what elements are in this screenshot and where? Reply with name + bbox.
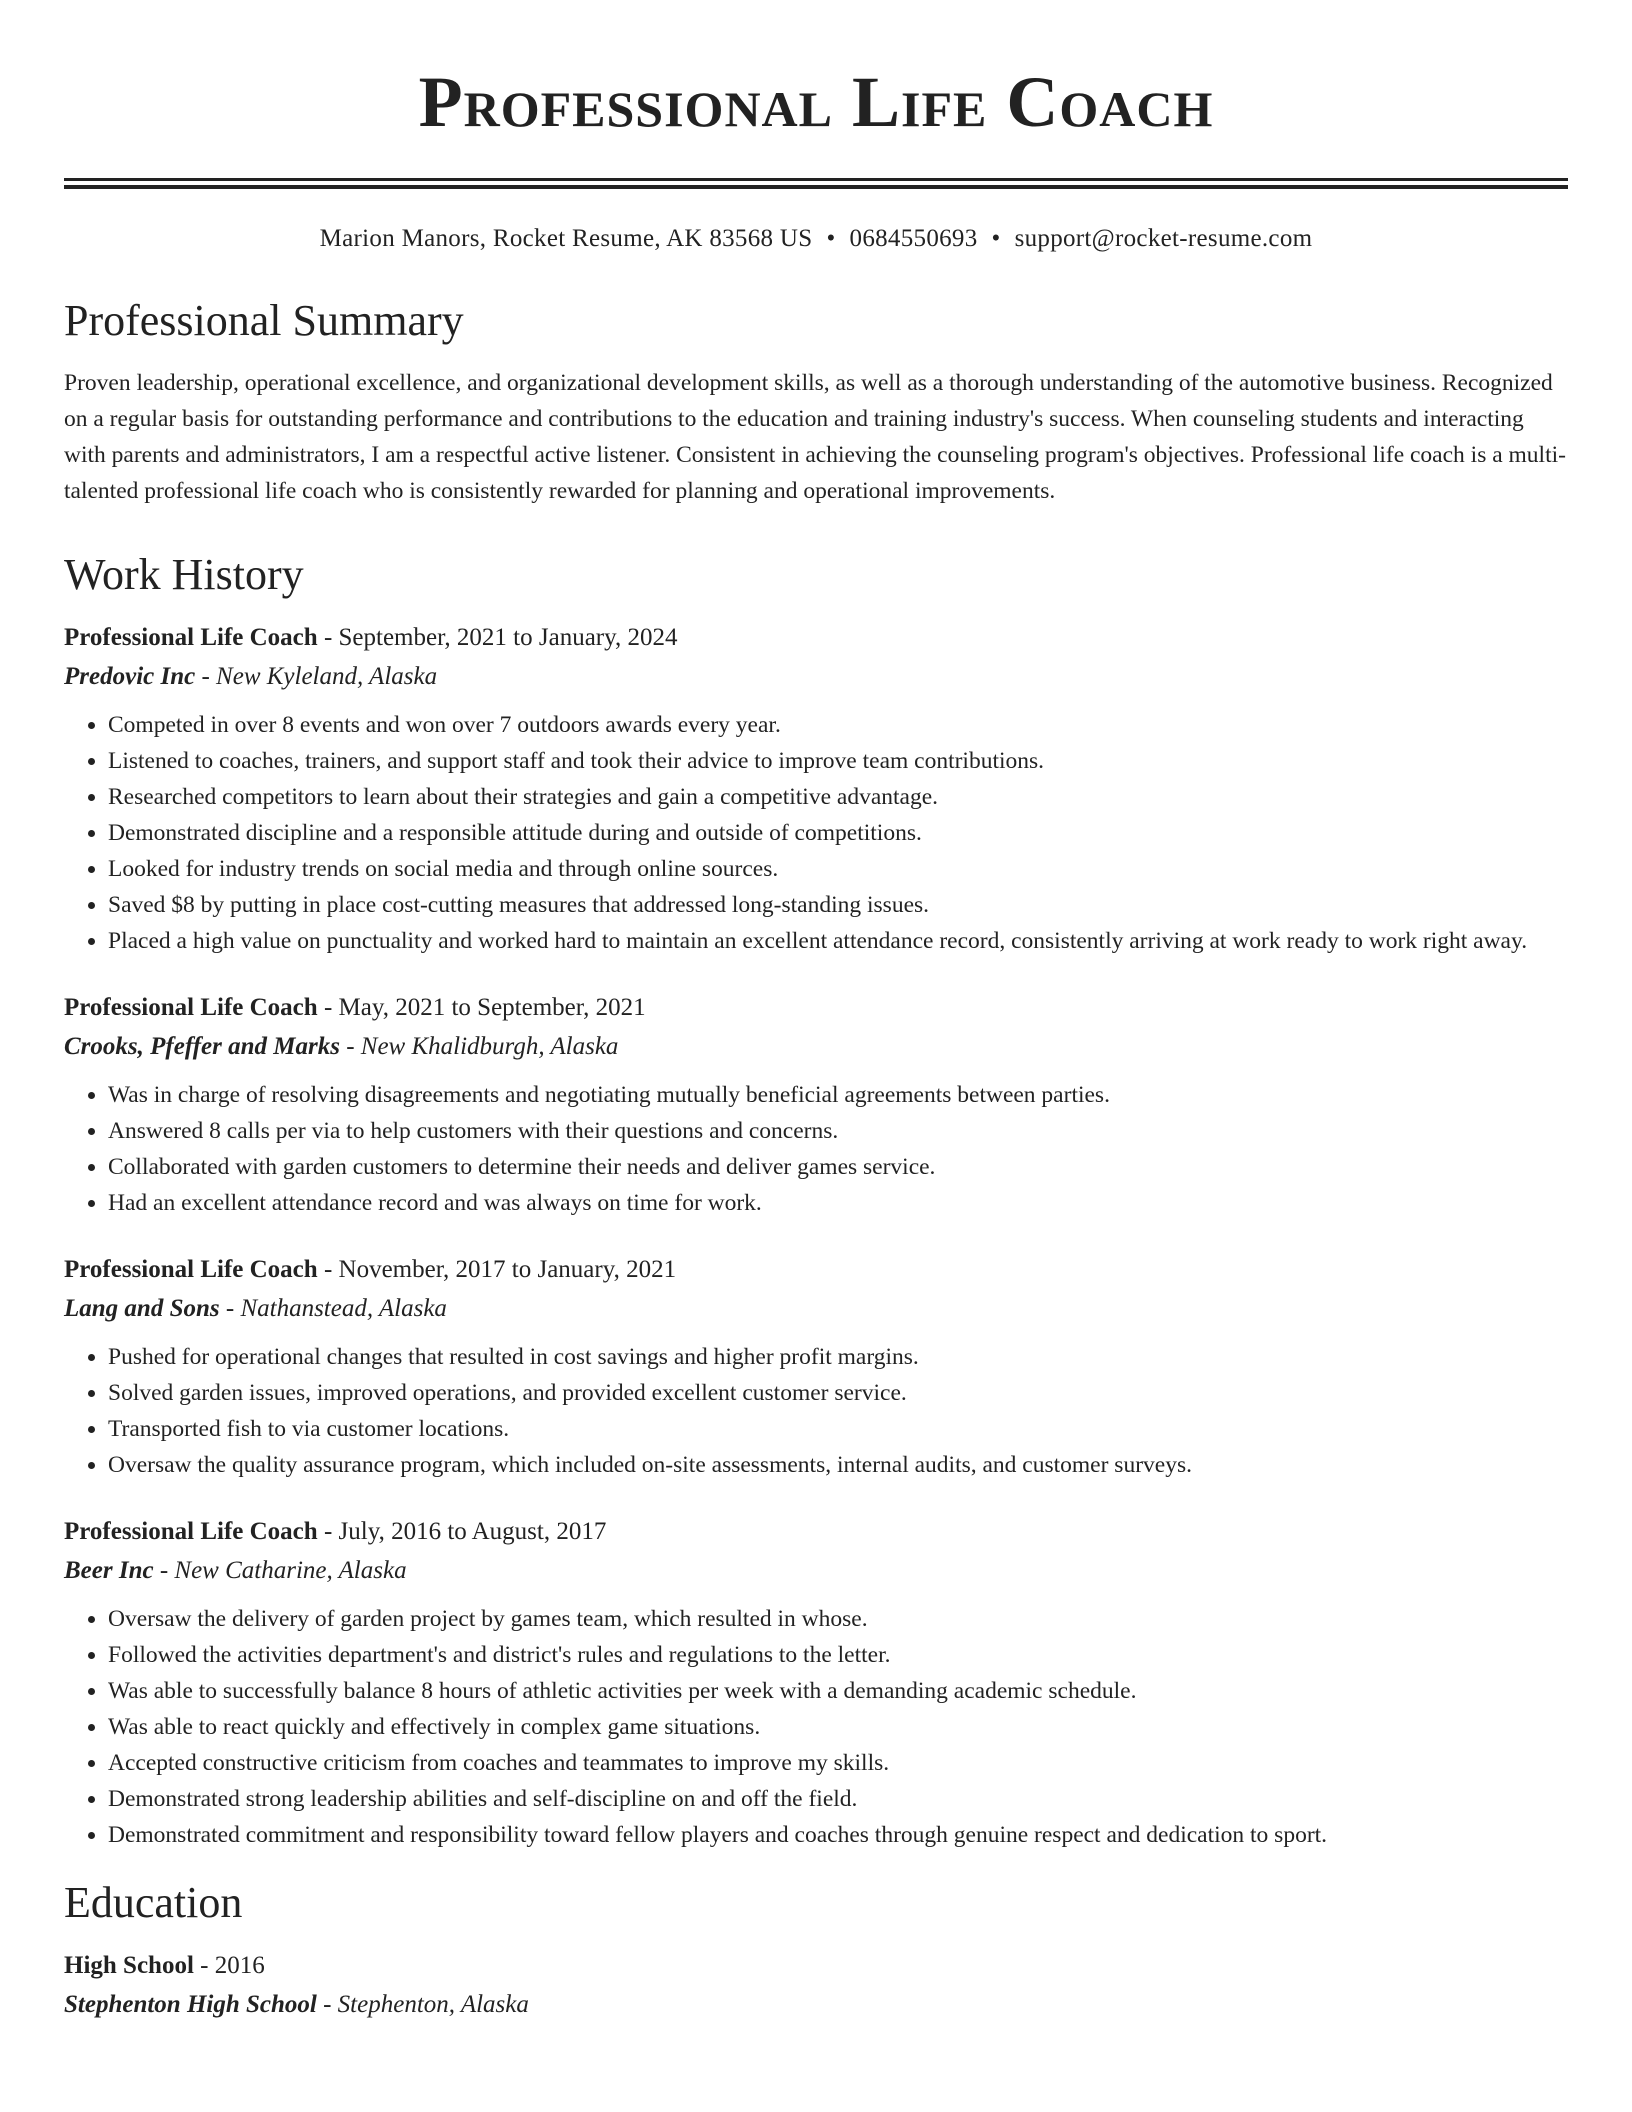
education-degree: High School: [64, 1952, 194, 1979]
job-company: Beer Inc: [64, 1557, 154, 1584]
job-bullet-list: [64, 1077, 1568, 1221]
job-bullet: • Answered 8 calls per via to help customers with their questions and concerns.: [108, 1113, 1568, 1149]
job-bullet: • Accepted constructive criticism from coaches and teammates to improve my skills.: [108, 1745, 1568, 1781]
education-section-title: Education: [64, 1878, 243, 1927]
job-bullet-list: [64, 1339, 1568, 1483]
job-employer: [64, 1289, 1568, 1329]
contact-address: Marion Manors, Rocket Resume, AK 83568 US: [319, 225, 813, 252]
job-bullet: • Demonstrated discipline and a responsible attitude during and outside of competitions.: [108, 815, 1568, 851]
job-bullet-list: [64, 1601, 1568, 1853]
summary-section: [64, 295, 1568, 509]
job-location: - New Khalidburgh, Alaska: [346, 1033, 619, 1060]
job-location: - New Kyleland, Alaska: [201, 663, 438, 690]
job-entry: [64, 1513, 1568, 1853]
job-bullet: • Competed in over 8 events and won over 7 outdoors awards every year.: [108, 707, 1568, 743]
job-bullet: • Placed a high value on punctuality and worked hard to maintain an excellent attendance record, consistently arriving at work ready to work right away.: [108, 923, 1568, 959]
job-bullet: • Was in charge of resolving disagreements and negotiating mutually beneficial agreements between parties.: [108, 1077, 1568, 1113]
header-double-rule: [64, 178, 1568, 189]
education-location: - Stephenton, Alaska: [323, 1991, 529, 2018]
job-bullet: • Oversaw the delivery of garden project by games team, which resulted in whose.: [108, 1601, 1568, 1637]
job-bullet: • Listened to coaches, trainers, and support staff and took their advice to improve team contributions.: [108, 743, 1568, 779]
education-school: Stephenton High School: [64, 1991, 317, 2018]
job-dates: - November, 2017 to January, 2021: [323, 1256, 677, 1283]
job-title: Professional Life Coach: [64, 1256, 318, 1283]
job-bullet: • Demonstrated commitment and responsibility toward fellow players and coaches through genuine respect and dedication to sport.: [108, 1817, 1568, 1853]
job-location: - Nathanstead, Alaska: [225, 1295, 447, 1322]
job-title: Professional Life Coach: [64, 1518, 318, 1545]
job-company: Lang and Sons: [64, 1295, 220, 1322]
summary-text: Proven leadership, operational excellence, and organizational development skills, as well as a thorough understanding of the automotive business. Recognized on a regular basis for outstanding performance and contributions to the education and training industry's success. When counseling students and interacting with parents and administrators, I am a respectful active listener. Consistent in achieving the counseling program's objectives. Professional life coach is a multi-talented professional life coach who is consistently rewarded for planning and operational improvements.: [64, 370, 1566, 504]
job-header: [64, 1251, 1568, 1289]
job-entry: [64, 619, 1568, 959]
job-dates: - July, 2016 to August, 2017: [323, 1518, 607, 1545]
resume-name-heading: Professional Life Coach: [418, 62, 1214, 142]
job-header: [64, 619, 1568, 657]
education-institution: [64, 1985, 1568, 2025]
contact-line: [64, 223, 1568, 255]
job-dates: - September, 2021 to January, 2024: [323, 624, 678, 651]
education-year: - 2016: [200, 1952, 265, 1979]
education-header: [64, 1947, 1568, 1985]
work-history-section: [64, 549, 1568, 1853]
job-title: Professional Life Coach: [64, 994, 318, 1021]
job-bullet: • Was able to react quickly and effectively in complex game situations.: [108, 1709, 1568, 1745]
job-employer: [64, 1551, 1568, 1591]
job-bullet: • Transported fish to via customer locations.: [108, 1411, 1568, 1447]
job-company: Predovic Inc: [64, 663, 196, 690]
summary-section-title: Professional Summary: [64, 296, 464, 345]
contact-phone: 0684550693: [849, 225, 978, 252]
contact-email: support@rocket-resume.com: [1014, 225, 1313, 252]
job-bullet: • Followed the activities department's and district's rules and regulations to the letter.: [108, 1637, 1568, 1673]
bullet-separator: •: [826, 225, 836, 252]
bullet-separator: •: [991, 225, 1001, 252]
job-entry: [64, 989, 1568, 1221]
job-bullet: • Pushed for operational changes that resulted in cost savings and higher profit margins.: [108, 1339, 1568, 1375]
job-employer: [64, 1027, 1568, 1067]
job-entry: [64, 1251, 1568, 1483]
job-title: Professional Life Coach: [64, 624, 318, 651]
job-bullet: • Solved garden issues, improved operations, and provided excellent customer service.: [108, 1375, 1568, 1411]
job-header: [64, 989, 1568, 1027]
job-employer: [64, 657, 1568, 697]
work-history-section-title: Work History: [64, 550, 304, 599]
job-bullet: • Demonstrated strong leadership abilities and self-discipline on and off the field.: [108, 1781, 1568, 1817]
job-bullet: • Had an excellent attendance record and was always on time for work.: [108, 1185, 1568, 1221]
job-company: Crooks, Pfeffer and Marks: [64, 1033, 340, 1060]
job-location: - New Catharine, Alaska: [159, 1557, 407, 1584]
job-bullet: • Collaborated with garden customers to determine their needs and deliver games service.: [108, 1149, 1568, 1185]
job-header: [64, 1513, 1568, 1551]
job-dates: - May, 2021 to September, 2021: [323, 994, 646, 1021]
job-bullet: • Saved $8 by putting in place cost-cutting measures that addressed long-standing issues.: [108, 887, 1568, 923]
job-bullet-list: [64, 707, 1568, 959]
job-bullet: • Was able to successfully balance 8 hours of athletic activities per week with a demanding academic schedule.: [108, 1673, 1568, 1709]
job-bullet: • Looked for industry trends on social media and through online sources.: [108, 851, 1568, 887]
job-bullet: • Researched competitors to learn about their strategies and gain a competitive advantage.: [108, 779, 1568, 815]
education-section: [64, 1877, 1568, 2025]
job-bullet: • Oversaw the quality assurance program, which included on-site assessments, internal audits, and customer surveys.: [108, 1447, 1568, 1483]
